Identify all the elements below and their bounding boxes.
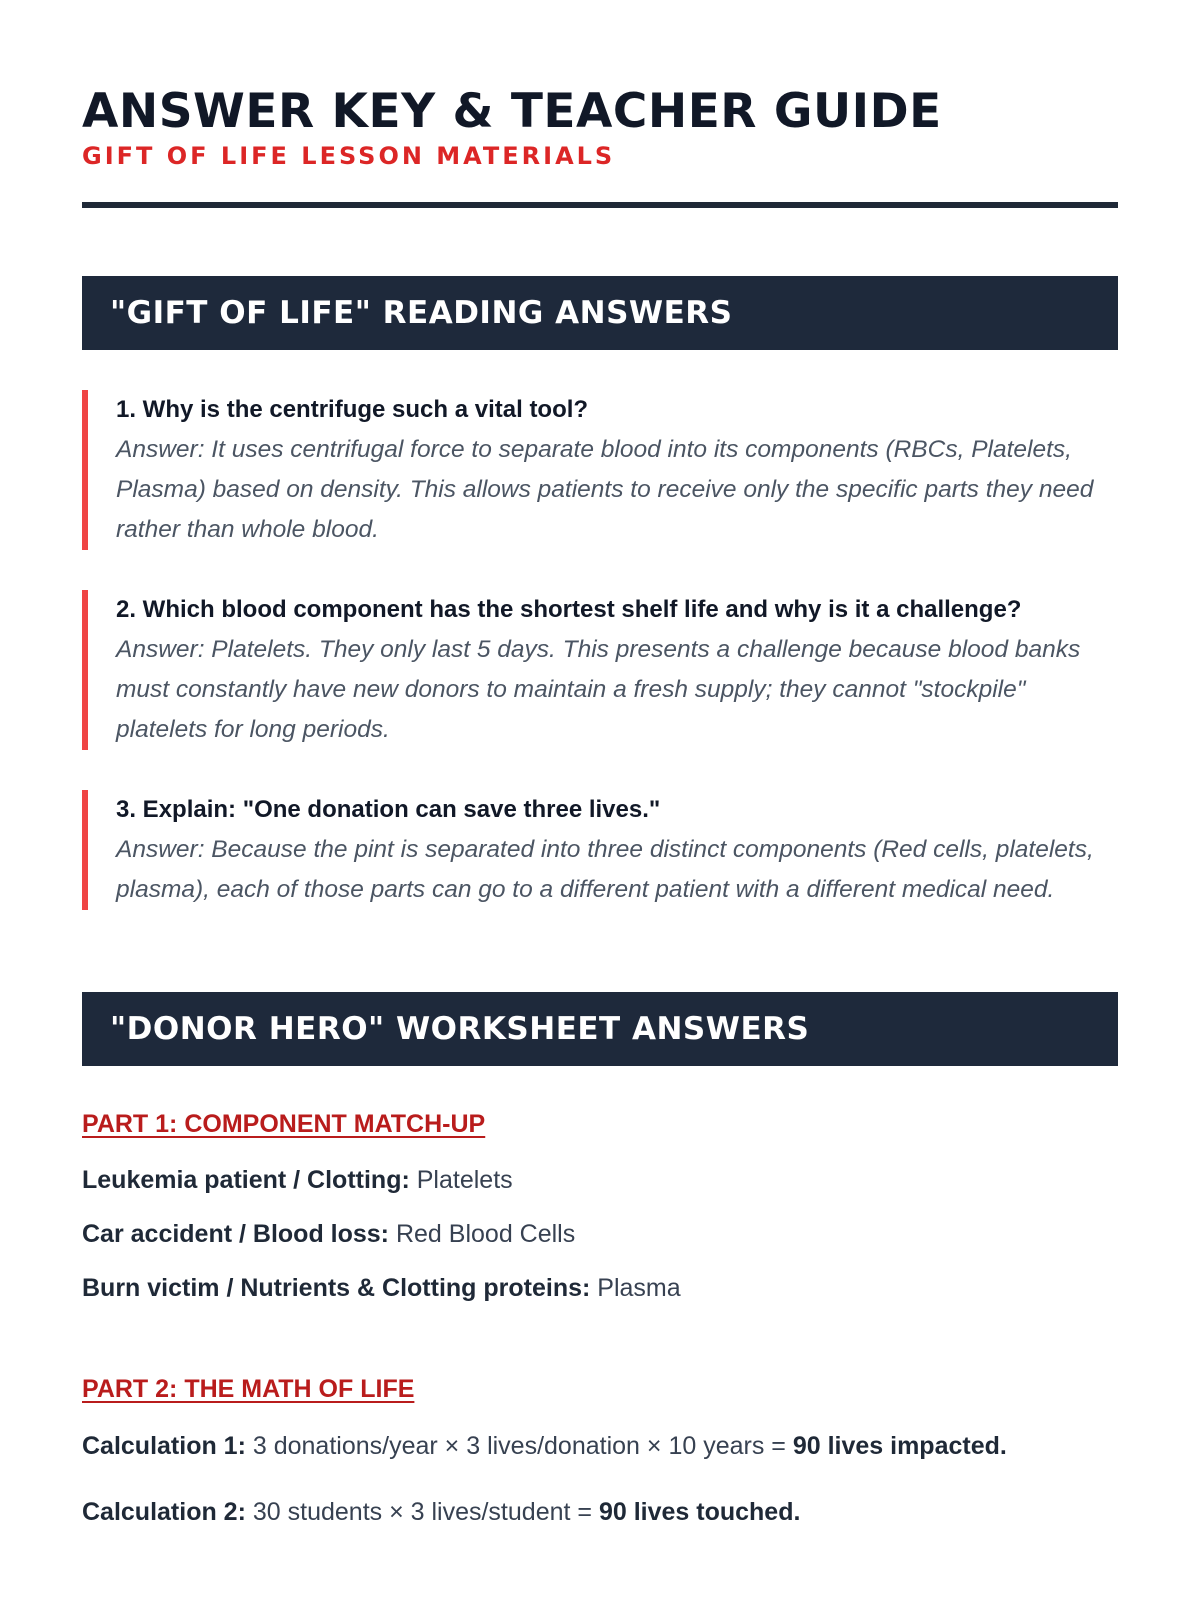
match-item <box>82 1153 1118 1207</box>
calculation-expression: 3 donations/year × 3 lives/donation × 10 years = <box>252 1432 786 1460</box>
calculation-result: 90 lives impacted. <box>792 1432 1007 1460</box>
calculation-line <box>82 1494 1118 1530</box>
page-title: ANSWER KEY & TEACHER GUIDE <box>82 84 942 139</box>
match-value: Red Blood Cells <box>395 1220 576 1248</box>
part1-heading: PART 1: COMPONENT MATCH-UP <box>82 1110 486 1138</box>
match-value: Plasma <box>597 1274 681 1302</box>
calculation-label: Calculation 1: <box>82 1432 246 1460</box>
worksheet-answers-section-header: "DONOR HERO" WORKSHEET ANSWERS <box>82 992 1118 1066</box>
match-value: Platelets <box>416 1166 513 1194</box>
match-item <box>82 1261 1118 1315</box>
question-block-3 <box>82 790 1118 910</box>
question-block-2 <box>82 590 1118 750</box>
answer-text: Answer: Because the pint is separated into three distinct components (Red cells, platelets, plasma), each of those parts can go to a different patient with a different medical need. <box>116 836 1094 903</box>
question-text: 2. Which blood component has the shortest shelf life and why is it a challenge? <box>116 596 1022 623</box>
answer-text: Answer: It uses centrifugal force to separate blood into its components (RBCs, Platelets, Plasma) based on density. This allows patients to receive only the specific parts they need rather than whole blood. <box>116 436 1094 543</box>
question-block-1 <box>82 390 1118 550</box>
match-label: Burn victim / Nutrients & Clotting proteins: <box>82 1274 591 1302</box>
answer-text: Answer: Platelets. They only last 5 days. This presents a challenge because blood banks must constantly have new donors to maintain a fresh supply; they cannot "stockpile" platelets for long periods. <box>116 636 1081 743</box>
calculation-expression: 30 students × 3 lives/student = <box>252 1498 592 1526</box>
calculation-result: 90 lives touched. <box>598 1498 801 1526</box>
match-label: Car accident / Blood loss: <box>82 1220 390 1248</box>
calculation-label: Calculation 2: <box>82 1498 246 1526</box>
component-match-list <box>82 1153 1118 1315</box>
part2-heading: PART 2: THE MATH OF LIFE <box>82 1375 415 1403</box>
question-text: 1. Why is the centrifuge such a vital tool? <box>116 396 589 423</box>
question-text: 3. Explain: "One donation can save three lives." <box>116 796 661 823</box>
match-label: Leukemia patient / Clotting: <box>82 1166 410 1194</box>
reading-answers-section-header: "GIFT OF LIFE" READING ANSWERS <box>82 276 1118 350</box>
header-divider <box>82 202 1118 208</box>
calculation-line <box>82 1428 1118 1464</box>
match-item <box>82 1207 1118 1261</box>
page-subtitle: GIFT OF LIFE LESSON MATERIALS <box>82 142 616 170</box>
